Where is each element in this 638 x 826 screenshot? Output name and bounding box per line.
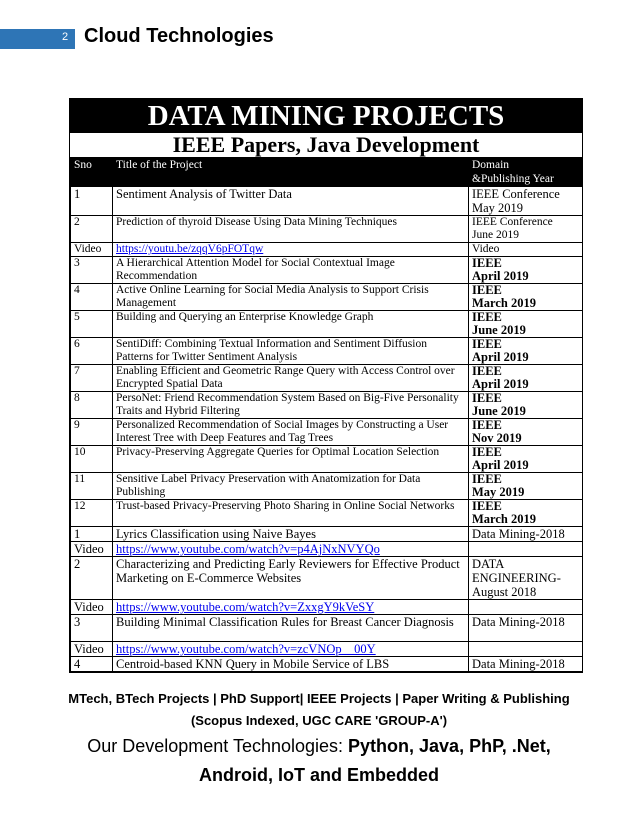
col-title: Title of the Project — [113, 158, 469, 187]
banner-subtitle: IEEE Papers, Java Development — [172, 132, 480, 157]
video-link[interactable]: https://www.youtube.com/watch?v=zcVNOp__00Y — [116, 642, 376, 656]
video-link[interactable]: https://www.youtube.com/watch?v=p4AjNxNVYQo — [116, 542, 380, 556]
table-row: 3 A Hierarchical Attention Model for Social Contextual Image Recommendation IEEE April 2019 — [71, 257, 583, 284]
footer-technologies: Our Development Technologies: Python, Java, PhP, .Net, — [87, 736, 551, 756]
table-row: 2 Characterizing and Predicting Early Reviewers for Effective Product Marketing on E-Commerce Websites DATA ENGINEERING- August 2018 — [71, 557, 583, 600]
table-row: 8 PersoNet: Friend Recommendation System Based on Big-Five Personality Traits and Hybrid Filtering IEEE June 2019 — [71, 392, 583, 419]
table-row: 7 Enabling Efficient and Geometric Range Query with Access Control over Encrypted Spatial Data IEEE April 2019 — [71, 365, 583, 392]
video-link[interactable]: https://youtu.be/zqqV6pFOTqw — [116, 243, 264, 255]
table-row: 6 SentiDiff: Combining Textual Information and Sentiment Diffusion Patterns for Twitter Sentiment Analysis IEEE April 2019 — [71, 338, 583, 365]
projects-frame — [69, 98, 583, 673]
table-row: Video https://www.youtube.com/watch?v=p4AjNxNVYQo — [71, 542, 583, 557]
banner-title: DATA MINING PROJECTS — [70, 99, 582, 133]
table-header — [71, 158, 583, 187]
table-row: 9 Personalized Recommendation of Social Images by Constructing a User Interest Tree with Deep Features and Tag Trees IEEE Nov 2019 — [71, 419, 583, 446]
col-sno: Sno — [71, 158, 113, 187]
table-row: 12 Trust-based Privacy-Preserving Photo Sharing in Online Social Networks IEEE March 2019 — [71, 500, 583, 527]
footer-technologies-cont: Android, IoT and Embedded — [199, 765, 439, 785]
table-row: Video https://www.youtube.com/watch?v=ZxxgY9kVeSY — [71, 600, 583, 615]
table-row: 1 Lyrics Classification using Naive Bayes Data Mining-2018 — [71, 527, 583, 542]
table-row: 3 Building Minimal Classification Rules for Breast Cancer Diagnosis Data Mining-2018 — [71, 615, 583, 642]
brand-title: Cloud Technologies — [84, 25, 274, 47]
footer-services: MTech, BTech Projects | PhD Support| IEEE Projects | Paper Writing & Publishing — [68, 691, 570, 706]
table-row: Video https://www.youtube.com/watch?v=zcVNOp__00Y — [71, 642, 583, 657]
page-number: 2 — [62, 31, 69, 43]
table-row: Video https://youtu.be/zqqV6pFOTqw Video — [71, 243, 583, 257]
col-domain: Domain &Publishing Year — [469, 158, 583, 187]
projects-table — [70, 157, 583, 672]
table-row: 5 Building and Querying an Enterprise Knowledge Graph IEEE June 2019 — [71, 311, 583, 338]
table-row: 4 Active Online Learning for Social Media Analysis to Support Crisis Management IEEE March 2019 — [71, 284, 583, 311]
video-link[interactable]: https://www.youtube.com/watch?v=ZxxgY9kVeSY — [116, 600, 375, 614]
table-row: 4 Centroid-based KNN Query in Mobile Service of LBS Data Mining-2018 — [71, 657, 583, 672]
footer-indexing: (Scopus Indexed, UGC CARE 'GROUP-A') — [190, 713, 448, 728]
table-row: 10 Privacy-Preserving Aggregate Queries for Optimal Location Selection IEEE April 2019 — [71, 446, 583, 473]
table-row: 2 Prediction of thyroid Disease Using Data Mining Techniques IEEE Conference June 2019 — [71, 216, 583, 243]
table-row: 11 Sensitive Label Privacy Preservation with Anatomization for Data Publishing IEEE May 2019 — [71, 473, 583, 500]
table-row: 1 Sentiment Analysis of Twitter Data IEEE Conference May 2019 — [71, 187, 583, 216]
